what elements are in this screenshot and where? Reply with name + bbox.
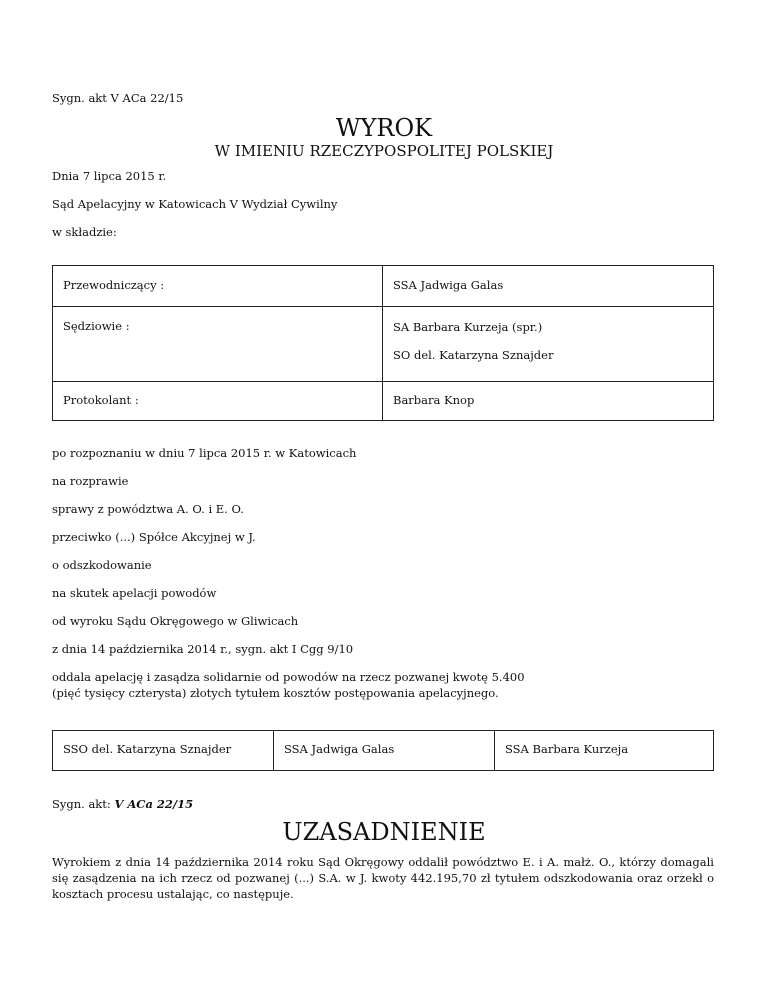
ruling-line-2: (pięć tysięcy czterysta) złotych tytułem kosztów postępowania apelacyjnego. [52, 686, 499, 700]
body-line-8: z dnia 14 października 2014 r., sygn. akt I Cgg 9/10 [52, 642, 354, 656]
signature-1: SSO del. Katarzyna Sznajder [53, 731, 274, 771]
signature-row [53, 731, 714, 771]
judge-1: SA Barbara Kurzeja (spr.) [393, 320, 543, 334]
panel-row-clerk [53, 382, 714, 421]
judges-label: Sędziowie : [53, 307, 383, 382]
composition-intro: w składzie: [52, 225, 117, 239]
panel-row-chair [53, 266, 714, 307]
panel-row-judges [53, 307, 714, 382]
panel-table [52, 265, 714, 421]
date-line: Dnia 7 lipca 2015 r. [52, 169, 167, 183]
case-signature: Sygn. akt V ACa 22/15 [52, 91, 184, 105]
justification-title: UZASADNIENIE [282, 818, 486, 846]
body-line-4: przeciwko (...) Spółce Akcyjnej w J. [52, 530, 256, 544]
body-line-6: na skutek apelacji powodów [52, 586, 217, 600]
body-line-2: na rozprawie [52, 474, 129, 488]
justification-paragraph: Wyrokiem z dnia 14 października 2014 roku Sąd Okręgowy oddalił powództwo E. i A. małż. O., którzy domagali się zasądzenia na ich rzecz od pozwanej (...) S.A. w J. kwoty 442.195,70 zł tytułem odszkodowania oraz orzekł o kosztach procesu ustalając, co następuje. [52, 855, 714, 901]
clerk-label: Protokolant : [53, 382, 383, 421]
body-line-5: o odszkodowanie [52, 558, 152, 572]
document-title: WYROK [335, 114, 433, 142]
judges-values [383, 307, 714, 382]
judge-2: SO del. Katarzyna Sznajder [393, 348, 554, 362]
body-line-3: sprawy z powództwa A. O. i E. O. [52, 502, 244, 516]
document-subtitle: W IMIENIU RZECZYPOSPOLITEJ POLSKIEJ [214, 142, 554, 160]
chair-label: Przewodniczący : [53, 266, 383, 307]
signature-table [52, 730, 714, 771]
body-line-1: po rozpoznaniu w dniu 7 lipca 2015 r. w Katowicach [52, 446, 357, 460]
justification-sygn-value: V ACa 22/15 [114, 797, 194, 811]
court-line: Sąd Apelacyjny w Katowicach V Wydział Cywilny [52, 197, 338, 211]
justification-sygn-label: Sygn. akt: [52, 797, 115, 811]
chair-value: SSA Jadwiga Galas [383, 266, 714, 307]
ruling-line-1: oddala apelację i zasądza solidarnie od powodów na rzecz pozwanej kwotę 5.400 [52, 670, 525, 684]
signature-2: SSA Jadwiga Galas [274, 731, 495, 771]
body-line-7: od wyroku Sądu Okręgowego w Gliwicach [52, 614, 299, 628]
justification-signature [52, 796, 193, 812]
clerk-value: Barbara Knop [383, 382, 714, 421]
signature-3: SSA Barbara Kurzeja [495, 731, 714, 771]
